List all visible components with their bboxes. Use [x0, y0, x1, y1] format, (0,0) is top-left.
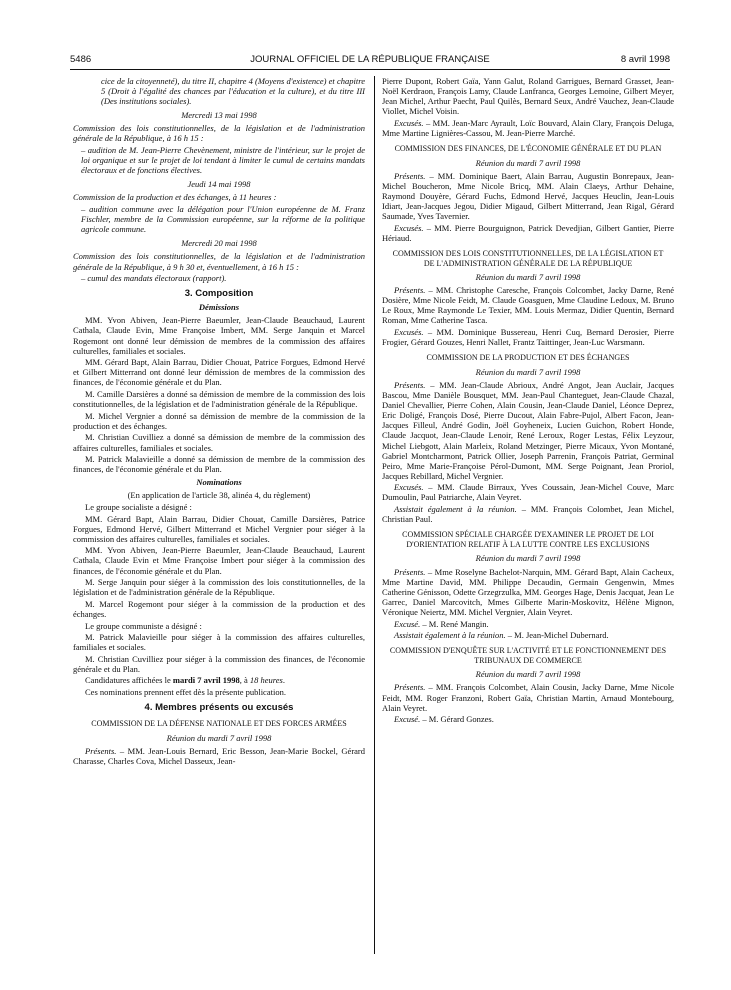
committee-heading: COMMISSION SPÉCIALE CHARGÉE D'EXAMINER LE PROJET DE LOI D'ORIENTATION RELATIF À LA LUTTE CONTRE LES EXCLUSIONS: [402, 530, 654, 549]
text-run: Présents.: [394, 285, 426, 296]
attendance-present: Pierre Dupont, Robert Gaïa, Yann Galut, Roland Garrigues, Bernard Grasset, Jean-Noël Kerdraon, François Lamy, Claude Lanfranca, Georges Lemoine, Gilbert Meyer, Jean Michel, Arthur Paecht, Paul Quilès, Bernard Seux, André Vauchez, Jean-Claude Viollet, Michel Voisin.: [382, 76, 674, 117]
agenda-item: Commission des lois constitutionnelles, de la législation et de l'administration générale de la République, à 9 h 30 et, éventuellement, à 16 h 15 :: [73, 251, 365, 272]
attendance-excused: [382, 118, 674, 138]
subsection-heading: Démissions: [198, 302, 240, 313]
agenda-item: – cumul des mandats électoraux (rapport).: [81, 273, 227, 284]
body-paragraph: MM. Yvon Abiven, Jean-Pierre Baeumler, Jean-Claude Beauchaud, Laurent Cathala, Claude Evin et Mme Françoise Imbert pour siéger à la commission des finances, de l'économie générale et du Plan.: [73, 545, 365, 576]
body-paragraph: MM. Gérard Bapt, Alain Barrau, Didier Chouat, Camille Darsières, Patrice Forgues, Edmond Hervé, Gilbert Mitterrand et Michel Vergnier pour siéger à la commission des affaires culturelles, familiales et sociales.: [73, 513, 365, 544]
attendance-also: [382, 630, 674, 640]
right-column: [382, 76, 674, 726]
text-run: , à: [239, 675, 250, 686]
text-run: Présents.: [85, 745, 117, 756]
agenda-item: – audition commune avec la délégation pour l'Union européenne de M. Franz Fischler, membre de la Commission européenne, sur la réforme de la politique agricole commune.: [81, 204, 365, 235]
body-paragraph: Le groupe communiste a désigné :: [85, 620, 202, 631]
text-run: – MM. Christophe Caresche, François Colcombet, Jacky Darne, René Dosière, Mme Nicole Feidt, M. Claude Goasguen, Mme Claudine Ledoux, M. Bruno Le Roux, Mme Raymonde Le Texier, MM. Louis Mermaz, Didier Quentin, Bernard Roman, Mme Catherine Tasca.: [382, 285, 674, 326]
meeting-date: Réunion du mardi 7 avril 1998: [475, 272, 581, 283]
attendance-present: [382, 682, 674, 712]
attendance-also: [382, 504, 674, 524]
text-run: – M. Gérard Gonzes.: [420, 714, 494, 725]
agenda-item: Commission des lois constitutionnelles, de la législation et de l'administration générale de la République, à 16 h 15 :: [73, 123, 365, 144]
attendance-excused: [382, 619, 674, 629]
body-paragraph: M. Serge Janquin pour siéger à la commission des lois constitutionnelles, de la législation et de l'administration générale de la République.: [73, 577, 365, 598]
body-paragraph: [73, 675, 365, 685]
header-rule: [70, 69, 670, 70]
body-paragraph: M. Christian Cuvilliez pour siéger à la commission des finances, de l'économie générale et du Plan.: [73, 653, 365, 674]
body-paragraph: M. Camille Darsières a donné sa démission de membre de la commission des lois constitutionnelles, de la législation et de l'administration générale de la République.: [73, 389, 365, 410]
meeting-date: Réunion du mardi 7 avril 1998: [475, 669, 581, 680]
column-divider: [374, 76, 375, 954]
text-run: – Mme Roselyne Bachelot-Narquin, MM. Gérard Bapt, Alain Cacheux, Mme Martine David, MM. Philippe Decaudin, Germain Gengenwin, Mmes Catherine Génisson, Odette Grzegrzulka, MM. Georges Hage, Denis Jacquat, Jean Le Garrec, Daniel Marcovitch, Mmes Gilberte Marin-Moskovitz, Hélène Mignon, Véronique Neiertz, MM. Michel Vergnier, Alain Veyret.: [382, 566, 674, 617]
journal-title: JOURNAL OFFICIEL DE LA RÉPUBLIQUE FRANÇAISE: [250, 54, 490, 65]
section-heading: 4. Membres présents ou excusés: [144, 702, 294, 714]
text-run: – MM. Jean-Louis Bernard, Eric Besson, Jean-Marie Bockel, Gérard Charasse, Charles Cova, Michel Dasseux, Jean-: [73, 745, 365, 767]
committee-heading: COMMISSION DE LA PRODUCTION ET DES ÉCHANGES: [426, 353, 630, 363]
text-run: Présents.: [394, 170, 426, 181]
body-paragraph: M. Patrick Malavieille pour siéger à la commission des affaires culturelles, familiales et sociales.: [73, 632, 365, 653]
issue-date: 8 avril 1998: [620, 54, 670, 65]
text-run: Excusés.: [394, 482, 424, 493]
section-heading: 3. Composition: [184, 288, 254, 300]
body-paragraph: M. Michel Vergnier a donné sa démission de membre de la commission de la production et des échanges.: [73, 410, 365, 431]
committee-heading: COMMISSION DES LOIS CONSTITUTIONNELLES, DE LA LÉGISLATION ET DE L'ADMINISTRATION GÉNÉRALE DE LA RÉPUBLIQUE: [392, 248, 664, 268]
body-paragraph: M. Christian Cuvilliez a donné sa démission de membre de la commission des affaires culturelles, familiales et sociales.: [73, 432, 365, 453]
page-header: [70, 54, 670, 68]
text-run: – MM. Dominique Baert, Alain Barrau, Augustin Bonrepaux, Jean-Michel Boucheron, Mme Nicole Bricq, MM. Alain Claeys, Arthur Dehaine, Raymond Douyère, Gérard Fuchs, Edmond Hervé, Jacques Heuclin, Jean-Louis Idiart, Jean-Jacques Jegou, Didier Migaud, Gilbert Mitterrand, Jean Rigal, Gérard Saumade, Yves Tavernier.: [382, 170, 674, 222]
text-run: – MM. François Colombet, Jean Michel, Christian Paul.: [382, 504, 674, 525]
text-run: – MM. Jean-Marc Ayrault, Loïc Bouvard, Alain Clary, François Deluga, Mme Martine Lignières-Cassou, M. Jean-Pierre Marché.: [382, 117, 674, 138]
body-paragraph: Ces nominations prennent effet dès la présente publication.: [85, 687, 286, 698]
attendance-excused: [382, 482, 674, 502]
attendance-present: [382, 380, 674, 481]
text-run: – MM. Pierre Bourguignon, Patrick Devedjian, Gilbert Gantier, Pierre Hériaud.: [382, 222, 674, 243]
text-run: Excusé.: [394, 714, 421, 725]
text-run: – M. Jean-Michel Dubernard.: [505, 630, 609, 641]
text-run: Excusés.: [394, 117, 424, 128]
text-run: Assistait également à la réunion.: [394, 504, 517, 515]
text-run: Excusés.: [394, 222, 424, 233]
attendance-present: [382, 171, 674, 221]
text-run: 18 heures: [249, 675, 283, 686]
intro-paragraph: cice de la citoyenneté), du titre II, chapitre 4 (Moyens d'existence) et chapitre 5 (Droit à l'égalité des chances par l'éducation et la culture), et du titre III (Des institutions sociales).: [101, 76, 365, 107]
text-run: – MM. Dominique Bussereau, Henri Cuq, Bernard Derosier, Pierre Frogier, Gérard Gouzes, Henri Nallet, Frantz Taittinger, Jean-Luc Warsmann.: [382, 327, 674, 348]
text-run: mardi 7 avril 1998: [172, 675, 240, 686]
text-run: Présents.: [394, 566, 426, 577]
text-run: Présents.: [394, 682, 426, 693]
meeting-date: Mercredi 13 mai 1998: [181, 110, 257, 121]
meeting-date: Réunion du mardi 7 avril 1998: [475, 157, 581, 168]
body-paragraph: M. Patrick Malavieille a donné sa démission de membre de la commission des finances, de l'économie générale et du Plan.: [73, 454, 365, 475]
attendance-excused: [382, 223, 674, 243]
body-paragraph: M. Marcel Rogemont pour siéger à la commission de la production et des échanges.: [73, 598, 365, 619]
text-run: Présents.: [394, 379, 426, 390]
text-run: Candidatures affichées le: [85, 675, 173, 686]
attendance-excused: [382, 714, 674, 724]
body-paragraph: Le groupe socialiste a désigné :: [85, 501, 192, 512]
committee-heading: COMMISSION D'ENQUÊTE SUR L'ACTIVITÉ ET LE FONCTIONNEMENT DES TRIBUNAUX DE COMMERCE: [389, 646, 667, 665]
text-run: Excusés.: [394, 327, 424, 338]
text-run: Excusé.: [394, 618, 421, 629]
meeting-date: Mercredi 20 mai 1998: [181, 238, 257, 249]
body-paragraph: MM. Gérard Bapt, Alain Barrau, Didier Chouat, Patrice Forgues, Edmond Hervé et Gilbert Mitterrand ont donné leur démission de membres de la commission des finances, de l'économie générale et du Plan.: [73, 357, 365, 388]
left-column: [73, 76, 365, 768]
agenda-item: – audition de M. Jean-Pierre Chevènement, ministre de l'intérieur, sur le projet de loi organique et sur le projet de loi tendant à limiter le cumul de certains mandats électoraux et de fonctions électives.: [81, 145, 365, 176]
text-run: – MM. Jean-Claude Abrioux, André Angot, Jean Auclair, Jacques Bascou, Mme Danièle Bousquet, MM. Jean-Paul Chanteguet, Jean-Claude Chazal, Daniel Chevallier, Pierre Cohen, Alain Cousin, Jean-Claude Daniel, Léonce Deprez, Eric Doligé, François Dosé, Pierre Ducout, Alain Fabre-Pujol, Albert Facon, Jean-Jacques Filleul, André Godin, Joël Goyheneix, Lucien Guichon, Robert Honde, Claude Jacquot, Jean-Claude Lenoir, René Leroux, Roger Lestas, Félix Leyzour, Michel Liebgott, Alain Marleix, Roland Metzinger, Pierre Micaux, Yvon Montané, Gabriel Montcharmont, Patrick Ollier, Joseph Parrenin, François Patriat, Germinal Peiro, Mme Marie-Françoise Pérol-Dumont, MM. Serge Poignant, Jean Proriol, Jacques Rebillard, Michel Vergnier.: [382, 379, 674, 481]
meeting-date: Réunion du mardi 7 avril 1998: [475, 366, 581, 377]
page-number: 5486: [70, 54, 92, 65]
committee-heading: COMMISSION DES FINANCES, DE L'ÉCONOMIE GÉNÉRALE ET DU PLAN: [394, 144, 662, 154]
attendance-present: [382, 285, 674, 325]
meeting-date: Réunion du mardi 7 avril 1998: [475, 553, 581, 564]
text-run: – MM. François Colcombet, Alain Cousin, Jacky Darne, Mme Nicole Feidt, MM. Roger Franzoni, Robert Gaïa, Christian Martin, Arnaud Montebourg, Alain Veyret.: [382, 682, 674, 713]
meeting-date: Jeudi 14 mai 1998: [187, 179, 251, 190]
committee-heading: COMMISSION DE LA DÉFENSE NATIONALE ET DES FORCES ARMÉES: [91, 719, 347, 729]
attendance-present: [73, 746, 365, 766]
attendance-excused: [382, 327, 674, 347]
text-run: .: [282, 675, 285, 686]
body-paragraph: MM. Yvon Abiven, Jean-Pierre Baeumler, Jean-Claude Beauchaud, Laurent Cathala, Claude Evin, Mme Françoise Imbert, MM. Serge Janquin et Marcel Rogemont ont donné leur démission de membres de la commission des affaires culturelles, familiales et sociales.: [73, 315, 365, 356]
body-paragraph: (En application de l'article 38, alinéa 4, du règlement): [127, 490, 311, 501]
subsection-heading: Nominations: [196, 477, 242, 488]
attendance-present: [382, 567, 674, 617]
text-run: Assistait également à la réunion.: [394, 630, 506, 641]
meeting-date: Réunion du mardi 7 avril 1998: [166, 732, 272, 743]
text-run: – M. René Mangin.: [420, 618, 489, 629]
text-run: – MM. Claude Birraux, Yves Coussain, Jean-Michel Couve, Marc Dumoulin, Paul Patriarche, Alain Veyret.: [382, 482, 674, 503]
agenda-item: Commission de la production et des échanges, à 11 heures :: [73, 192, 277, 203]
